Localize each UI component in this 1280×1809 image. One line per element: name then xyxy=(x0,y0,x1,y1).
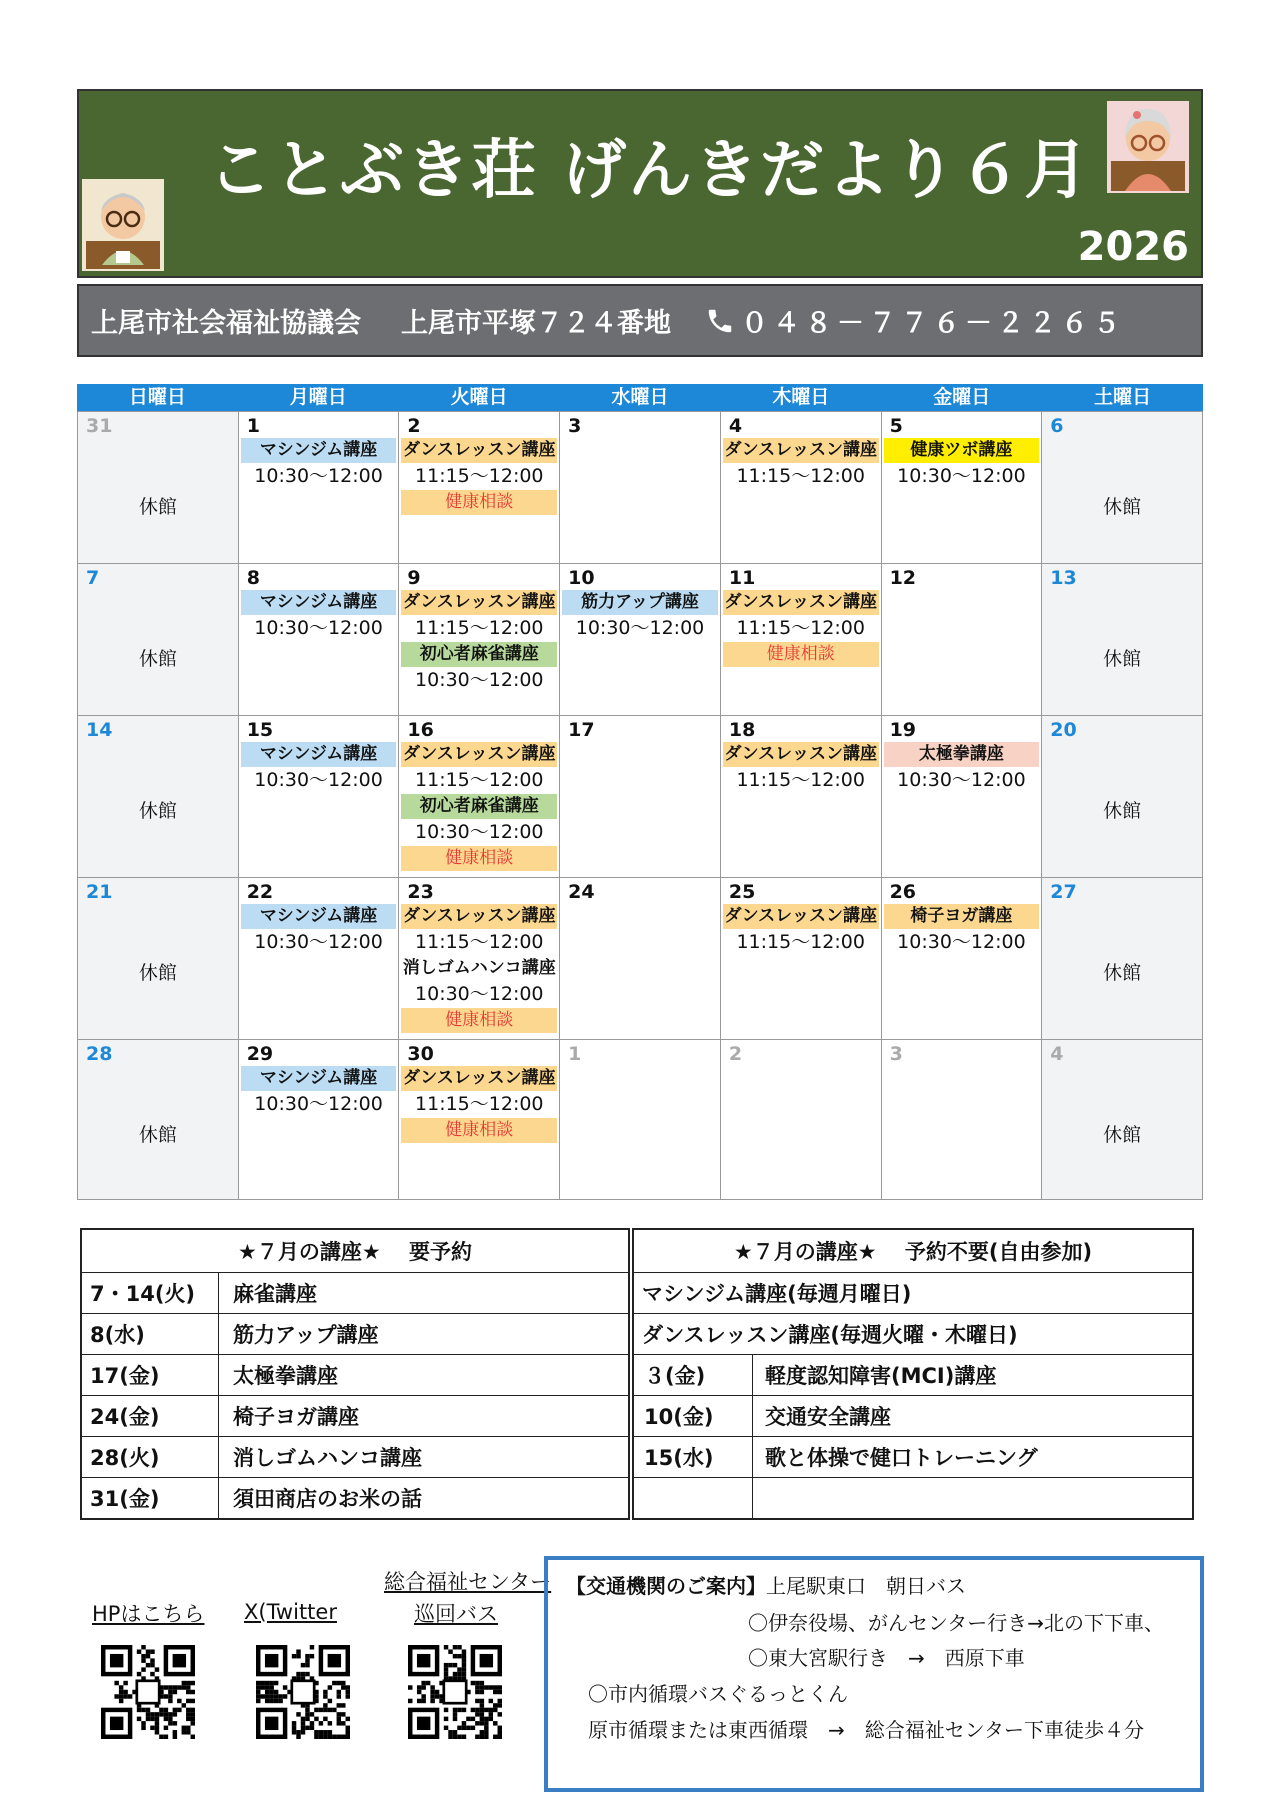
event-label: 初心者麻雀講座 xyxy=(401,794,557,819)
course-date: 7・14(火) xyxy=(81,1273,219,1314)
event-time: 11:15～12:00 xyxy=(736,931,865,953)
calendar-day-cell xyxy=(560,716,721,878)
elderly-woman-icon xyxy=(1107,101,1189,193)
closed-label: 休館 xyxy=(1103,496,1142,518)
day-number: 18 xyxy=(728,719,756,741)
weekday-label: 木曜日 xyxy=(772,386,830,408)
event-label: ダンスレッスン講座 xyxy=(401,742,557,767)
day-number: 23 xyxy=(407,881,434,903)
closed-label: 休館 xyxy=(138,648,177,670)
calendar-day-cell xyxy=(560,412,721,564)
event-time: 11:15～12:00 xyxy=(736,617,865,639)
closed-label: 休館 xyxy=(1103,648,1142,670)
twitter-qr-icon[interactable] xyxy=(256,1645,350,1739)
bus-qr-icon[interactable] xyxy=(408,1645,502,1739)
health-consultation-label: 健康相談 xyxy=(401,490,557,515)
course-name: 歌と体操で健口トレーニング xyxy=(753,1437,1194,1478)
day-number: 19 xyxy=(889,719,917,741)
event-label: 健康ツボ講座 xyxy=(884,438,1040,463)
calendar-day-cell xyxy=(882,878,1043,1040)
weekday-label: 金曜日 xyxy=(933,386,991,408)
course-date: 28(火) xyxy=(81,1437,219,1478)
event-label: 消しゴムハンコ講座 xyxy=(402,958,556,978)
event-label: ダンスレッスン講座 xyxy=(723,590,879,615)
july-free-courses-table xyxy=(632,1228,1194,1520)
calendar-day-cell xyxy=(721,564,882,716)
day-number: 2 xyxy=(407,415,421,437)
day-number: 12 xyxy=(889,567,917,589)
day-number: 10 xyxy=(568,567,595,589)
calendar-day-cell xyxy=(560,1040,721,1200)
course-date: 15(水) xyxy=(633,1437,753,1478)
course-date: ３(金) xyxy=(633,1355,753,1396)
event-time: 10:30～12:00 xyxy=(897,465,1026,487)
bus-link-line1[interactable]: 総合福祉センター xyxy=(384,1570,552,1594)
weekday-label: 日曜日 xyxy=(128,386,186,408)
table-row xyxy=(81,1314,629,1355)
course-name: 太極拳講座 xyxy=(219,1355,630,1396)
event-label: ダンスレッスン講座 xyxy=(723,742,879,767)
course-name: 軽度認知障害(MCI)講座 xyxy=(753,1355,1194,1396)
day-number: 26 xyxy=(889,881,917,903)
calendar-day-cell xyxy=(399,564,560,716)
closed-label: 休館 xyxy=(1103,962,1142,984)
july-reserved-courses-table xyxy=(80,1228,630,1520)
calendar-day-cell xyxy=(399,1040,560,1200)
health-consultation-label: 健康相談 xyxy=(401,846,557,871)
event-label: 太極拳講座 xyxy=(884,742,1040,767)
table-row xyxy=(81,1478,629,1520)
phone-number: ０４８－７７６－２２６５ xyxy=(741,308,1125,339)
july-reserved-heading: ★７月の講座★ 要予約 xyxy=(81,1229,629,1273)
calendar-day-cell xyxy=(882,412,1043,564)
course-name: 交通安全講座 xyxy=(753,1396,1194,1437)
transit-info-line4: 〇市内循環バスぐるっとくん xyxy=(588,1682,848,1706)
twitter-link[interactable]: X(Twitter xyxy=(244,1600,337,1624)
day-number: 21 xyxy=(86,881,113,903)
event-label: ダンスレッスン講座 xyxy=(401,438,557,463)
calendar-day-cell xyxy=(1042,412,1203,564)
event-time: 10:30～12:00 xyxy=(415,669,544,691)
transit-info-label: 【交通機関のご案内】 xyxy=(566,1574,766,1598)
day-number: 7 xyxy=(86,567,100,589)
event-label: マシンジム講座 xyxy=(241,742,397,767)
day-number: 3 xyxy=(889,1043,903,1065)
event-label: ダンスレッスン講座 xyxy=(401,590,557,615)
homepage-qr-icon[interactable] xyxy=(101,1645,195,1739)
table-row xyxy=(633,1396,1193,1437)
closed-label: 休館 xyxy=(138,800,177,822)
course-name: 須田商店のお米の話 xyxy=(219,1478,630,1520)
event-time: 11:15～12:00 xyxy=(736,465,865,487)
event-label: ダンスレッスン講座 xyxy=(401,1066,557,1091)
event-time: 10:30～12:00 xyxy=(575,617,705,639)
day-number: 25 xyxy=(728,881,756,903)
day-number: 9 xyxy=(407,567,421,589)
table-row xyxy=(81,1396,629,1437)
event-time: 10:30～12:00 xyxy=(254,769,383,791)
calendar-day-cell xyxy=(560,564,721,716)
day-number: 30 xyxy=(407,1043,434,1065)
day-number: 13 xyxy=(1050,567,1077,589)
course-date: 31(金) xyxy=(81,1478,219,1520)
event-label: ダンスレッスン講座 xyxy=(723,904,879,929)
day-number: 5 xyxy=(889,415,903,437)
day-number: 16 xyxy=(407,719,434,741)
calendar-day-cell xyxy=(78,1040,239,1200)
calendar-day-cell xyxy=(882,564,1043,716)
table-row xyxy=(81,1355,629,1396)
calendar-day-cell xyxy=(721,878,882,1040)
calendar-day-cell xyxy=(882,1040,1043,1200)
event-label: マシンジム講座 xyxy=(241,1066,397,1091)
weekday-label: 水曜日 xyxy=(611,386,669,408)
day-number: 3 xyxy=(568,415,582,437)
event-time: 10:30～12:00 xyxy=(254,617,383,639)
event-time: 10:30～12:00 xyxy=(254,1093,383,1115)
weekday-header xyxy=(77,384,1203,411)
calendar-day-cell xyxy=(1042,716,1203,878)
day-number: 22 xyxy=(246,881,274,903)
closed-label: 休館 xyxy=(138,1124,177,1146)
day-number: 1 xyxy=(568,1043,582,1065)
calendar-day-cell xyxy=(239,1040,400,1200)
table-row xyxy=(81,1273,629,1314)
calendar-day-cell xyxy=(399,716,560,878)
health-consultation-label: 健康相談 xyxy=(401,1008,557,1033)
transit-info-line3: 〇東大宮駅行き → 西原下車 xyxy=(748,1646,1025,1670)
health-consultation-label: 健康相談 xyxy=(401,1118,557,1143)
free-course-weekly-dance: ダンスレッスン講座(毎週火曜・木曜日) xyxy=(633,1314,1193,1355)
day-number: 2 xyxy=(728,1043,743,1065)
homepage-link[interactable]: HPはこちら xyxy=(92,1602,205,1626)
day-number: 4 xyxy=(1050,1043,1064,1065)
calendar-grid xyxy=(77,411,1203,1200)
event-time: 10:30～12:00 xyxy=(254,931,383,953)
weekday-label: 火曜日 xyxy=(450,386,508,408)
day-number: 1 xyxy=(246,415,260,437)
event-time: 10:30～12:00 xyxy=(415,821,544,843)
weekday-label: 土曜日 xyxy=(1094,386,1152,408)
closed-label: 休館 xyxy=(138,496,177,518)
calendar-day-cell xyxy=(721,716,882,878)
closed-label: 休館 xyxy=(1103,1124,1142,1146)
calendar-day-cell xyxy=(399,878,560,1040)
course-name: 椅子ヨガ講座 xyxy=(219,1396,630,1437)
event-time: 11:15～12:00 xyxy=(415,931,544,953)
transit-info-box xyxy=(544,1556,1204,1792)
event-time: 11:15～12:00 xyxy=(415,465,544,487)
day-number: 24 xyxy=(568,881,595,903)
closed-label: 休館 xyxy=(138,962,177,984)
table-row xyxy=(81,1437,629,1478)
table-row xyxy=(633,1437,1193,1478)
bus-link-line2[interactable]: 巡回バス xyxy=(414,1602,498,1626)
event-label: ダンスレッスン講座 xyxy=(723,438,879,463)
event-time: 10:30～12:00 xyxy=(415,983,544,1005)
calendar-day-cell xyxy=(78,412,239,564)
event-time: 11:15～12:00 xyxy=(736,769,865,791)
calendar-day-cell xyxy=(239,412,400,564)
course-name: 消しゴムハンコ講座 xyxy=(219,1437,630,1478)
phone-contact xyxy=(705,301,1125,340)
event-label: マシンジム講座 xyxy=(241,590,397,615)
course-date: 8(水) xyxy=(81,1314,219,1355)
event-time: 10:30～12:00 xyxy=(254,465,383,487)
calendar-day-cell xyxy=(78,564,239,716)
weekday-label: 月曜日 xyxy=(289,386,347,408)
day-number: 29 xyxy=(246,1043,274,1065)
course-date: 10(金) xyxy=(633,1396,753,1437)
day-number: 17 xyxy=(568,719,595,741)
day-number: 31 xyxy=(86,415,113,437)
newsletter-header xyxy=(77,89,1203,278)
transit-info-line5: 原市循環または東西循環 → 総合福祉センター下車徒歩４分 xyxy=(588,1718,1144,1742)
day-number: 8 xyxy=(246,567,260,589)
free-course-weekly-machine-gym: マシンジム講座(毎週月曜日) xyxy=(633,1273,1193,1314)
calendar-day-cell xyxy=(1042,1040,1203,1200)
calendar-day-cell xyxy=(721,1040,882,1200)
calendar-day-cell xyxy=(721,412,882,564)
event-time: 11:15～12:00 xyxy=(415,1093,544,1115)
course-date: 17(金) xyxy=(81,1355,219,1396)
transit-info-line2: 〇伊奈役場、がんセンター行き→北の下下車、 xyxy=(748,1611,1164,1635)
closed-label: 休館 xyxy=(1103,800,1142,822)
event-label: マシンジム講座 xyxy=(241,904,397,929)
calendar-day-cell xyxy=(239,716,400,878)
calendar-day-cell xyxy=(882,716,1043,878)
course-date xyxy=(633,1478,753,1520)
elderly-man-icon xyxy=(82,179,164,271)
event-label: 初心者麻雀講座 xyxy=(401,642,557,667)
course-name: 筋力アップ講座 xyxy=(219,1314,630,1355)
event-label: ダンスレッスン講座 xyxy=(401,904,557,929)
event-label: 筋力アップ講座 xyxy=(562,590,718,615)
calendar-day-cell xyxy=(1042,878,1203,1040)
organization-name: 上尾市社会福祉協議会 xyxy=(91,308,361,339)
course-name xyxy=(753,1478,1194,1520)
table-row xyxy=(633,1355,1193,1396)
calendar-day-cell xyxy=(78,716,239,878)
calendar-day-cell xyxy=(239,878,400,1040)
year-label: 2026 xyxy=(1077,224,1189,270)
newsletter-title: ことぶき荘 げんきだより６月 xyxy=(207,134,1091,208)
event-time: 11:15～12:00 xyxy=(415,769,544,791)
course-date: 24(金) xyxy=(81,1396,219,1437)
event-time: 10:30～12:00 xyxy=(897,769,1026,791)
day-number: 11 xyxy=(728,567,756,589)
calendar-day-cell xyxy=(399,412,560,564)
course-name: 麻雀講座 xyxy=(219,1273,630,1314)
day-number: 28 xyxy=(86,1043,113,1065)
day-number: 6 xyxy=(1050,415,1064,437)
table-row xyxy=(633,1478,1193,1520)
organization-address: 上尾市平塚７２４番地 xyxy=(401,308,671,339)
calendar-day-cell xyxy=(78,878,239,1040)
phone-icon xyxy=(705,306,735,336)
june-calendar xyxy=(77,384,1203,1200)
july-free-heading: ★７月の講座★ 予約不要(自由参加) xyxy=(633,1229,1193,1273)
health-consultation-label: 健康相談 xyxy=(723,642,879,667)
organization-bar xyxy=(77,284,1203,357)
day-number: 15 xyxy=(246,719,274,741)
event-time: 11:15～12:00 xyxy=(415,617,544,639)
event-label: 椅子ヨガ講座 xyxy=(884,904,1040,929)
calendar-day-cell xyxy=(1042,564,1203,716)
day-number: 20 xyxy=(1050,719,1077,741)
event-label: マシンジム講座 xyxy=(241,438,397,463)
event-time: 10:30～12:00 xyxy=(897,931,1026,953)
calendar-day-cell xyxy=(560,878,721,1040)
calendar-day-cell xyxy=(239,564,400,716)
day-number: 4 xyxy=(728,415,743,437)
day-number: 27 xyxy=(1050,881,1077,903)
day-number: 14 xyxy=(86,719,113,741)
transit-info-line1: 【交通機関のご案内】上尾駅東口 朝日バス xyxy=(566,1574,966,1598)
